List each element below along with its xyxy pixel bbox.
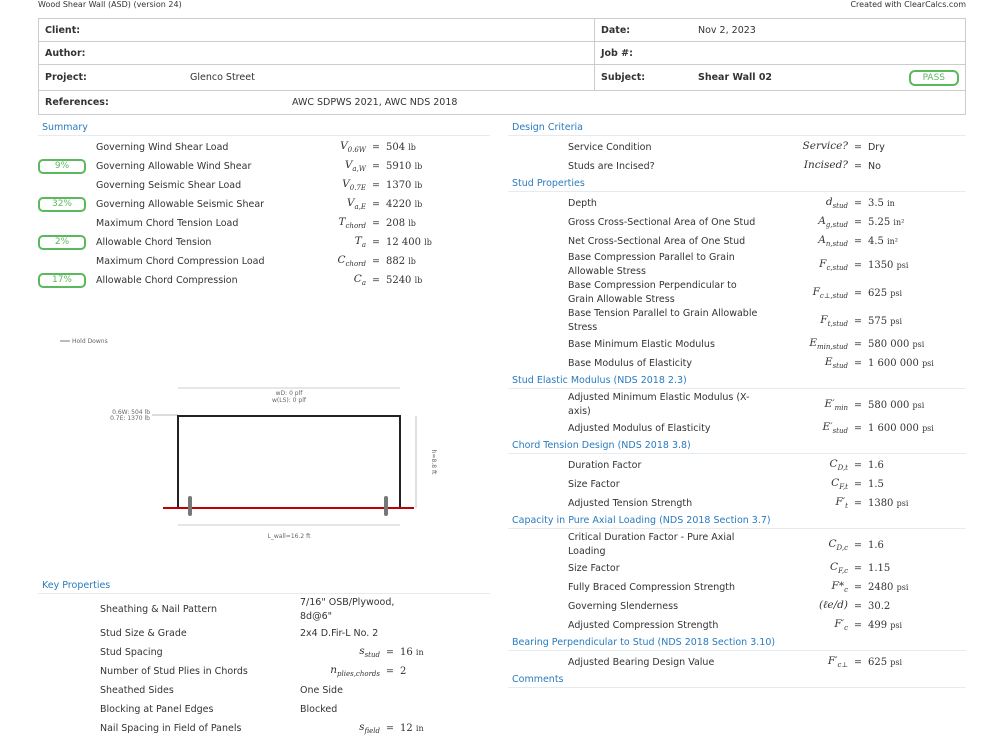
row-value: 580 000 psi <box>867 399 925 411</box>
row-value: 1.6 <box>867 460 884 471</box>
row-symbol: $C_a$ <box>353 273 366 288</box>
row-value: One Side <box>300 684 343 696</box>
point-load-2: 0.7E: 1370 lb <box>110 415 150 422</box>
row-symbol: $E'_{stud}$ <box>822 421 848 436</box>
job-label: Job #: <box>601 47 633 59</box>
design-details <box>508 120 966 690</box>
calc-row: Adjusted Tension Strength $F'_t$ = 1380 psi <box>568 496 909 511</box>
row-symbol: $s_{stud}$ <box>359 645 380 660</box>
row-value: 1370 lb <box>385 180 423 191</box>
header-table <box>38 18 966 115</box>
credit: Created with ClearCalcs.com <box>850 0 966 9</box>
calc-row: Base Compression Parallel to Grain Allowable Stress $F_{c,stud}$ = 1350 psi <box>568 252 909 277</box>
row-symbol: $C_{chord}$ <box>337 254 366 269</box>
row-symbol: $E_{min,stud}$ <box>809 337 848 352</box>
status-badge: PASS <box>909 70 959 86</box>
row-value: 1.5 <box>867 479 884 490</box>
row-label: Adjusted Minimum Elastic Modulus (X-axis) <box>568 392 750 417</box>
row-value: 2480 psi <box>867 582 909 593</box>
row-label: Sheathing & Nail Pattern <box>100 604 218 615</box>
author-label: Author: <box>45 47 86 59</box>
calc-row: 17% Allowable Chord Compression $C_a$ = 5240 lb <box>38 271 490 290</box>
row-symbol: $F_{c,stud}$ <box>819 257 848 273</box>
calc-row: Maximum Chord Tension Load $T_{chord}$ = 208 lb <box>96 216 416 231</box>
calc-row: Critical Duration Factor - Pure Axial Loading $C_{D,c}$ = 1.6 <box>568 532 884 557</box>
calc-row <box>38 681 490 700</box>
row-value: 504 lb <box>385 142 416 153</box>
row-symbol: Incised? <box>803 159 848 172</box>
row-label: Base Compression Parallel to Grain Allowable Stress <box>568 252 735 277</box>
row-symbol: $F'_c$ <box>834 618 848 633</box>
row-symbol: $F'_{c\perp}$ <box>827 655 848 670</box>
row-label: Number of Stud Plies in Chords <box>100 665 248 677</box>
row-value: 1350 psi <box>867 259 909 271</box>
row-value: 1380 psi <box>867 498 909 509</box>
section-title: Chord Tension Design (NDS 2018 3.8) <box>508 438 966 454</box>
calc-row: Net Cross-Sectional Area of One Stud $A_{n,stud}$ = 4.5 in² <box>568 234 898 249</box>
row-symbol: $C_{F,c}$ <box>830 561 848 576</box>
app-title: Wood Shear Wall (ASD) (version 24) <box>38 0 182 9</box>
row-value: 1.15 <box>867 563 891 574</box>
row-label: Studs are Incised? <box>568 160 655 172</box>
row-label: Adjusted Bearing Design Value <box>568 656 715 668</box>
row-value: 882 lb <box>385 256 416 267</box>
project-label: Project: <box>45 72 87 83</box>
calc-row: Studs are Incised? Incised? = No <box>568 159 881 172</box>
row-label: Governing Wind Shear Load <box>96 141 229 153</box>
row-value: 575 psi <box>867 315 903 327</box>
row-value: 1.6 <box>867 539 884 551</box>
row-symbol: $E_{stud}$ <box>824 356 848 371</box>
row-value: 1 600 000 psi <box>867 358 934 369</box>
project-value[interactable]: Glenco Street <box>190 72 255 83</box>
calc-row <box>38 624 490 643</box>
references-label: References: <box>45 97 109 108</box>
row-symbol: $V_{a,E}$ <box>346 197 366 212</box>
calc-row: Adjusted Modulus of Elasticity $E'_{stud}$ = 1 600 000 psi <box>568 421 934 436</box>
row-label: Stud Spacing <box>100 646 163 658</box>
wall-diagram <box>38 330 490 550</box>
row-symbol: $E'_{min}$ <box>824 397 848 413</box>
row-label: Nail Spacing in Field of Panels <box>100 722 242 734</box>
wall-outline <box>178 416 400 508</box>
date-label: Date: <box>601 24 631 36</box>
row-symbol: $s_{field}$ <box>359 721 380 736</box>
row-label: Allowable Chord Tension <box>96 236 212 248</box>
utilization-badge: 32% <box>38 197 86 212</box>
calc-row: Base Tension Parallel to Grain Allowable Stress $F_{t,stud}$ = 575 psi <box>568 308 903 333</box>
row-value: 12 in <box>399 723 424 734</box>
calc-row: Size Factor $C_{F,c}$ = 1.15 <box>568 561 891 576</box>
references-value[interactable]: AWC SDPWS 2021, AWC NDS 2018 <box>292 97 458 108</box>
calc-row <box>38 596 490 624</box>
row-value: 4220 lb <box>385 199 423 210</box>
row-label: Base Compression Perpendicular to Grain Allowable Stress <box>568 280 737 305</box>
row-symbol: $n_{plies,chords}$ <box>330 664 380 679</box>
row-value: 625 psi <box>867 287 903 299</box>
legend-label: Hold Downs <box>72 338 108 345</box>
calc-row: Base Minimum Elastic Modulus $E_{min,stud}$ = 580 000 psi <box>568 337 925 352</box>
summary-section <box>38 120 490 290</box>
utilization-badge: 17% <box>38 273 86 288</box>
row-label: Size Factor <box>568 478 620 490</box>
calc-row: Governing Wind Shear Load $V_{0.6W}$ = 504 lb <box>96 140 416 155</box>
client-label: Client: <box>45 24 81 36</box>
calc-row: 9% Governing Allowable Wind Shear $V_{a,W}$ = 5910 lb <box>38 157 490 176</box>
section-title: Capacity in Pure Axial Loading (NDS 2018 Section 3.7) <box>508 513 966 529</box>
row-value: 499 psi <box>867 620 903 631</box>
calc-row: Fully Braced Compression Strength $F*_c$ = 2480 psi <box>568 580 909 595</box>
section-title: Design Criteria <box>508 120 966 136</box>
calc-row: Number of Stud Plies in Chords $n_{plies,chords}$ = 2 <box>100 664 407 679</box>
row-label: Allowable Chord Compression <box>96 274 238 286</box>
utilization-badge: 9% <box>38 159 86 174</box>
row-value: 2 <box>399 666 407 677</box>
section-title: Comments <box>508 672 966 688</box>
row-symbol: $F*_c$ <box>831 580 848 595</box>
row-label: Fully Braced Compression Strength <box>568 581 736 593</box>
calc-row: Size Factor $C_{F,t}$ = 1.5 <box>568 477 884 492</box>
row-value: Dry <box>867 142 885 153</box>
row-label: Governing Allowable Wind Shear <box>96 160 252 172</box>
shear-wall-diagram <box>38 330 490 550</box>
calc-row: Nail Spacing in Field of Panels $s_{field}$ = 12 in <box>100 721 424 736</box>
row-symbol: $A_{n,stud}$ <box>818 234 848 249</box>
calc-row: 2% Allowable Chord Tension $T_a$ = 12 400 lb <box>38 233 490 252</box>
row-symbol: $C_{D,c}$ <box>828 537 848 553</box>
row-symbol: $C_{F,t}$ <box>831 477 848 492</box>
calc-row: Depth $d_{stud}$ = 3.5 in <box>568 196 895 211</box>
calc-row: Governing Seismic Shear Load $V_{0.7E}$ = 1370 lb <box>96 178 423 193</box>
row-label: Stud Size & Grade <box>100 627 187 639</box>
section-title: Bearing Perpendicular to Stud (NDS 2018 Section 3.10) <box>508 635 966 651</box>
row-label: Blocking at Panel Edges <box>100 703 214 715</box>
date-value[interactable]: Nov 2, 2023 <box>698 24 756 36</box>
hold-down-right <box>384 496 388 516</box>
row-value: 5.25 in² <box>867 217 905 228</box>
calc-row: Adjusted Minimum Elastic Modulus (X-axis) $E'_{min}$ = 580 000 psi <box>568 392 925 417</box>
row-label: Gross Cross-Sectional Area of One Stud <box>568 216 756 228</box>
row-label: Sheathed Sides <box>100 684 174 696</box>
calc-row: Governing Slenderness (ℓe/d) = 30.2 <box>568 599 891 612</box>
row-label: Base Minimum Elastic Modulus <box>568 338 715 350</box>
row-value: 12 400 lb <box>385 237 432 248</box>
calc-row <box>38 700 490 719</box>
row-value: 580 000 psi <box>867 339 925 350</box>
row-label: Critical Duration Factor - Pure Axial Loading <box>568 532 735 557</box>
row-label: Governing Seismic Shear Load <box>96 179 242 191</box>
calc-row: Maximum Chord Compression Load $C_{chord}$ = 882 lb <box>96 254 416 269</box>
row-label: Maximum Chord Compression Load <box>96 255 265 267</box>
row-label: Adjusted Tension Strength <box>568 497 693 509</box>
row-value: Blocked <box>300 703 338 715</box>
summary-title: Summary <box>38 120 490 136</box>
calc-row: 32% Governing Allowable Seismic Shear $V_{a,E}$ = 4220 lb <box>38 195 490 214</box>
row-label: Net Cross-Sectional Area of One Stud <box>568 235 746 247</box>
row-value: 4.5 in² <box>867 236 898 247</box>
dist-load-2: w(LS): 0 plf <box>272 397 306 404</box>
height-label: h=8.8 ft <box>430 449 437 475</box>
calc-row: Adjusted Compression Strength $F'_c$ = 499 psi <box>568 618 903 633</box>
hold-down-left <box>188 496 192 516</box>
row-symbol: $F'_t$ <box>835 496 848 511</box>
row-label: Maximum Chord Tension Load <box>96 217 239 229</box>
row-label: Depth <box>568 197 597 209</box>
row-symbol: $F_{t,stud}$ <box>820 313 848 329</box>
row-label: Governing Slenderness <box>568 600 679 612</box>
section-title: Stud Properties <box>508 176 966 192</box>
calc-row: Service Condition Service? = Dry <box>568 140 885 153</box>
calc-row: Stud Spacing $s_{stud}$ = 16 in <box>100 645 424 660</box>
row-label: Adjusted Compression Strength <box>568 619 719 631</box>
subject-label: Subject: <box>601 72 646 83</box>
row-symbol: $V_{0.7E}$ <box>342 178 366 193</box>
key-properties-title: Key Properties <box>38 578 490 594</box>
row-label: Base Modulus of Elasticity <box>568 357 693 369</box>
calc-row: Base Compression Perpendicular to Grain Allowable Stress $F_{c\perp,stud}$ = 625 psi <box>568 280 903 305</box>
calc-row: Adjusted Bearing Design Value $F'_{c\perp}$ = 625 psi <box>568 655 903 670</box>
row-symbol: (ℓe/d) <box>818 599 848 612</box>
row-value: 5240 lb <box>385 275 423 286</box>
row-symbol: $C_{D,t}$ <box>829 458 848 473</box>
row-symbol: $T_{chord}$ <box>338 216 366 231</box>
row-value: 30.2 <box>867 601 891 612</box>
row-symbol: $F_{c\perp,stud}$ <box>812 285 848 301</box>
row-symbol: $d_{stud}$ <box>825 196 848 211</box>
row-value: 3.5 in <box>867 198 895 209</box>
calc-row: Base Modulus of Elasticity $E_{stud}$ = 1 600 000 psi <box>568 356 934 371</box>
row-symbol: $A_{g,stud}$ <box>818 215 848 230</box>
subject-value[interactable]: Shear Wall 02 <box>698 72 773 83</box>
calc-row: Gross Cross-Sectional Area of One Stud $A_{g,stud}$ = 5.25 in² <box>568 215 905 230</box>
row-label: Adjusted Modulus of Elasticity <box>568 422 711 434</box>
row-label: Base Tension Parallel to Grain Allowable Stress <box>568 308 758 333</box>
row-value: 625 psi <box>867 657 903 668</box>
row-value: 1 600 000 psi <box>867 423 934 434</box>
row-value: 2x4 D.Fir-L No. 2 <box>300 627 379 639</box>
row-value: 208 lb <box>385 218 416 229</box>
row-value: No <box>867 161 881 172</box>
key-properties-section <box>38 578 490 738</box>
row-label: Governing Allowable Seismic Shear <box>96 198 265 210</box>
point-load-1: 0.6W: 504 lb <box>112 409 150 416</box>
dist-load-1: wD: 0 plf <box>275 390 303 397</box>
row-label: Size Factor <box>568 562 620 574</box>
row-label: Service Condition <box>568 141 652 153</box>
section-title: Stud Elastic Modulus (NDS 2018 2.3) <box>508 373 966 389</box>
row-symbol: $T_a$ <box>354 235 366 250</box>
length-label: L_wall=16.2 ft <box>267 533 311 540</box>
row-value: 16 in <box>399 647 424 658</box>
utilization-badge: 2% <box>38 235 86 250</box>
row-value: 7/16" OSB/Plywood, 8d@6" <box>300 597 395 622</box>
row-value: 5910 lb <box>385 161 423 172</box>
calc-row: Duration Factor $C_{D,t}$ = 1.6 <box>568 458 884 473</box>
row-symbol: Service? <box>802 140 848 153</box>
row-label: Duration Factor <box>568 459 642 471</box>
row-symbol: $V_{0.6W}$ <box>340 140 366 155</box>
row-symbol: $V_{a,W}$ <box>344 159 366 174</box>
